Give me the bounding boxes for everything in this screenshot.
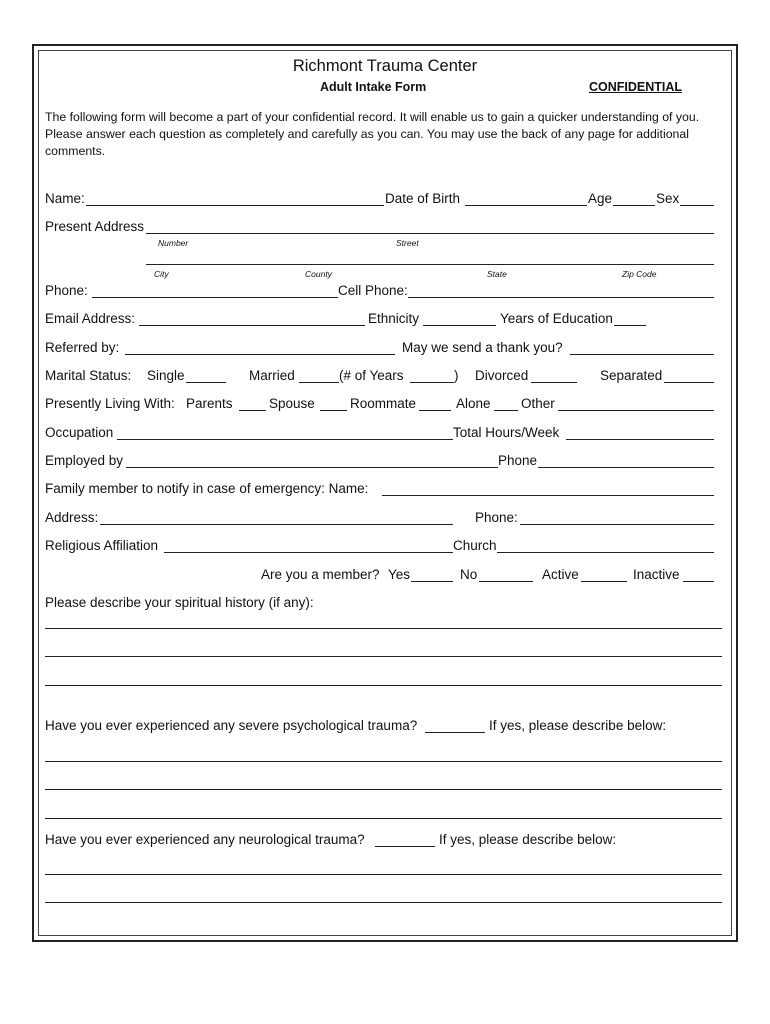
num-years-label: (# of Years bbox=[339, 368, 404, 383]
form-subtitle: Adult Intake Form bbox=[320, 80, 427, 94]
separated-field[interactable] bbox=[664, 382, 714, 383]
member-question: Are you a member? bbox=[261, 567, 380, 582]
emergency-phone-label: Phone: bbox=[475, 510, 518, 525]
age-field[interactable] bbox=[613, 205, 655, 206]
years-education-label: Years of Education bbox=[500, 311, 613, 326]
email-label: Email Address: bbox=[45, 311, 136, 326]
emergency-phone-field[interactable] bbox=[520, 524, 714, 525]
neuro-answer-line[interactable] bbox=[45, 902, 722, 903]
employer-phone-label: Phone bbox=[498, 453, 538, 468]
separated-label: Separated bbox=[600, 368, 663, 383]
neuro-trauma-field[interactable] bbox=[375, 846, 435, 847]
total-hours-label: Total Hours/Week bbox=[453, 425, 560, 440]
religious-affiliation-label: Religious Affiliation bbox=[45, 538, 159, 553]
ethnicity-label: Ethnicity bbox=[368, 311, 420, 326]
psych-answer-line[interactable] bbox=[45, 818, 722, 819]
single-field[interactable] bbox=[186, 382, 226, 383]
living-with-label: Presently Living With: bbox=[45, 396, 175, 411]
psych-trauma-field[interactable] bbox=[425, 732, 485, 733]
num-years-field[interactable] bbox=[410, 382, 454, 383]
state-sublabel: State bbox=[487, 269, 507, 279]
address-city-field[interactable] bbox=[146, 264, 714, 265]
inactive-label: Inactive bbox=[633, 567, 680, 582]
emergency-address-field[interactable] bbox=[100, 524, 453, 525]
alone-field[interactable] bbox=[494, 410, 518, 411]
employer-phone-field[interactable] bbox=[538, 467, 714, 468]
roommate-field[interactable] bbox=[419, 410, 451, 411]
member-yes-field[interactable] bbox=[411, 581, 453, 582]
years-education-field[interactable] bbox=[614, 325, 646, 326]
total-hours-field[interactable] bbox=[566, 439, 714, 440]
spiritual-answer-line[interactable] bbox=[45, 628, 722, 629]
psych-describe-label: If yes, please describe below: bbox=[489, 718, 667, 733]
email-field[interactable] bbox=[139, 325, 365, 326]
neuro-describe-label: If yes, please describe below: bbox=[439, 832, 617, 847]
referred-by-field[interactable] bbox=[125, 354, 395, 355]
emergency-address-label: Address: bbox=[45, 510, 99, 525]
church-label: Church bbox=[453, 538, 497, 553]
member-no-field[interactable] bbox=[479, 581, 533, 582]
cell-phone-label: Cell Phone: bbox=[338, 283, 408, 298]
spouse-label: Spouse bbox=[269, 396, 315, 411]
zip-sublabel: Zip Code bbox=[622, 269, 657, 279]
street-sublabel: Street bbox=[396, 238, 419, 248]
address-street-field[interactable] bbox=[146, 233, 714, 234]
employed-by-label: Employed by bbox=[45, 453, 124, 468]
other-field[interactable] bbox=[558, 410, 714, 411]
number-sublabel: Number bbox=[158, 238, 189, 248]
close-paren: ) bbox=[454, 368, 459, 383]
member-yes-label: Yes bbox=[388, 567, 411, 582]
form-title: Richmont Trauma Center bbox=[292, 57, 478, 75]
thank-you-field[interactable] bbox=[570, 354, 714, 355]
dob-field[interactable] bbox=[465, 205, 587, 206]
spiritual-answer-line[interactable] bbox=[45, 685, 722, 686]
name-field[interactable] bbox=[86, 205, 384, 206]
spiritual-answer-line[interactable] bbox=[45, 656, 722, 657]
psych-answer-line[interactable] bbox=[45, 789, 722, 790]
neuro-trauma-question: Have you ever experienced any neurological trauma? bbox=[45, 832, 365, 847]
religious-affiliation-field[interactable] bbox=[164, 552, 453, 553]
single-label: Single bbox=[147, 368, 185, 383]
married-field[interactable] bbox=[299, 382, 339, 383]
spouse-field[interactable] bbox=[320, 410, 347, 411]
referred-by-label: Referred by: bbox=[45, 340, 120, 355]
dob-label: Date of Birth bbox=[385, 191, 461, 206]
parents-field[interactable] bbox=[239, 410, 266, 411]
marital-status-label: Marital Status: bbox=[45, 368, 132, 383]
occupation-label: Occupation bbox=[45, 425, 114, 440]
cell-phone-field[interactable] bbox=[408, 297, 714, 298]
phone-field[interactable] bbox=[92, 297, 338, 298]
employed-by-field[interactable] bbox=[126, 467, 498, 468]
sex-field[interactable] bbox=[680, 205, 714, 206]
member-no-label: No bbox=[460, 567, 478, 582]
alone-label: Alone bbox=[456, 396, 491, 411]
present-address-label: Present Address bbox=[45, 219, 145, 234]
divorced-field[interactable] bbox=[531, 382, 577, 383]
city-sublabel: City bbox=[154, 269, 169, 279]
inactive-field[interactable] bbox=[683, 581, 714, 582]
emergency-name-field[interactable] bbox=[382, 495, 714, 496]
confidential-label: CONFIDENTIAL bbox=[589, 80, 683, 94]
married-label: Married bbox=[249, 368, 295, 383]
psych-answer-line[interactable] bbox=[45, 761, 722, 762]
psych-trauma-question: Have you ever experienced any severe psychological trauma? bbox=[45, 718, 418, 733]
occupation-field[interactable] bbox=[117, 439, 453, 440]
neuro-answer-line[interactable] bbox=[45, 874, 722, 875]
ethnicity-field[interactable] bbox=[423, 325, 496, 326]
sex-label: Sex bbox=[656, 191, 680, 206]
active-label: Active bbox=[542, 567, 579, 582]
thank-you-label: May we send a thank you? bbox=[402, 340, 563, 355]
active-field[interactable] bbox=[581, 581, 627, 582]
divorced-label: Divorced bbox=[475, 368, 529, 383]
phone-label: Phone: bbox=[45, 283, 88, 298]
name-label: Name: bbox=[45, 191, 85, 206]
emergency-contact-label: Family member to notify in case of emergency: Name: bbox=[45, 481, 369, 496]
spiritual-history-label: Please describe your spiritual history (if any): bbox=[45, 595, 314, 610]
parents-label: Parents bbox=[186, 396, 233, 411]
intro-paragraph: The following form will become a part of your confidential record. It will enable us to gain a quicker understanding of you. Please answer each question as completely and carefully as you can. You may use the back of any page for additional comments. bbox=[45, 110, 700, 158]
age-label: Age bbox=[588, 191, 613, 206]
county-sublabel: County bbox=[305, 269, 332, 279]
other-label: Other bbox=[521, 396, 555, 411]
roommate-label: Roommate bbox=[350, 396, 417, 411]
church-field[interactable] bbox=[497, 552, 714, 553]
